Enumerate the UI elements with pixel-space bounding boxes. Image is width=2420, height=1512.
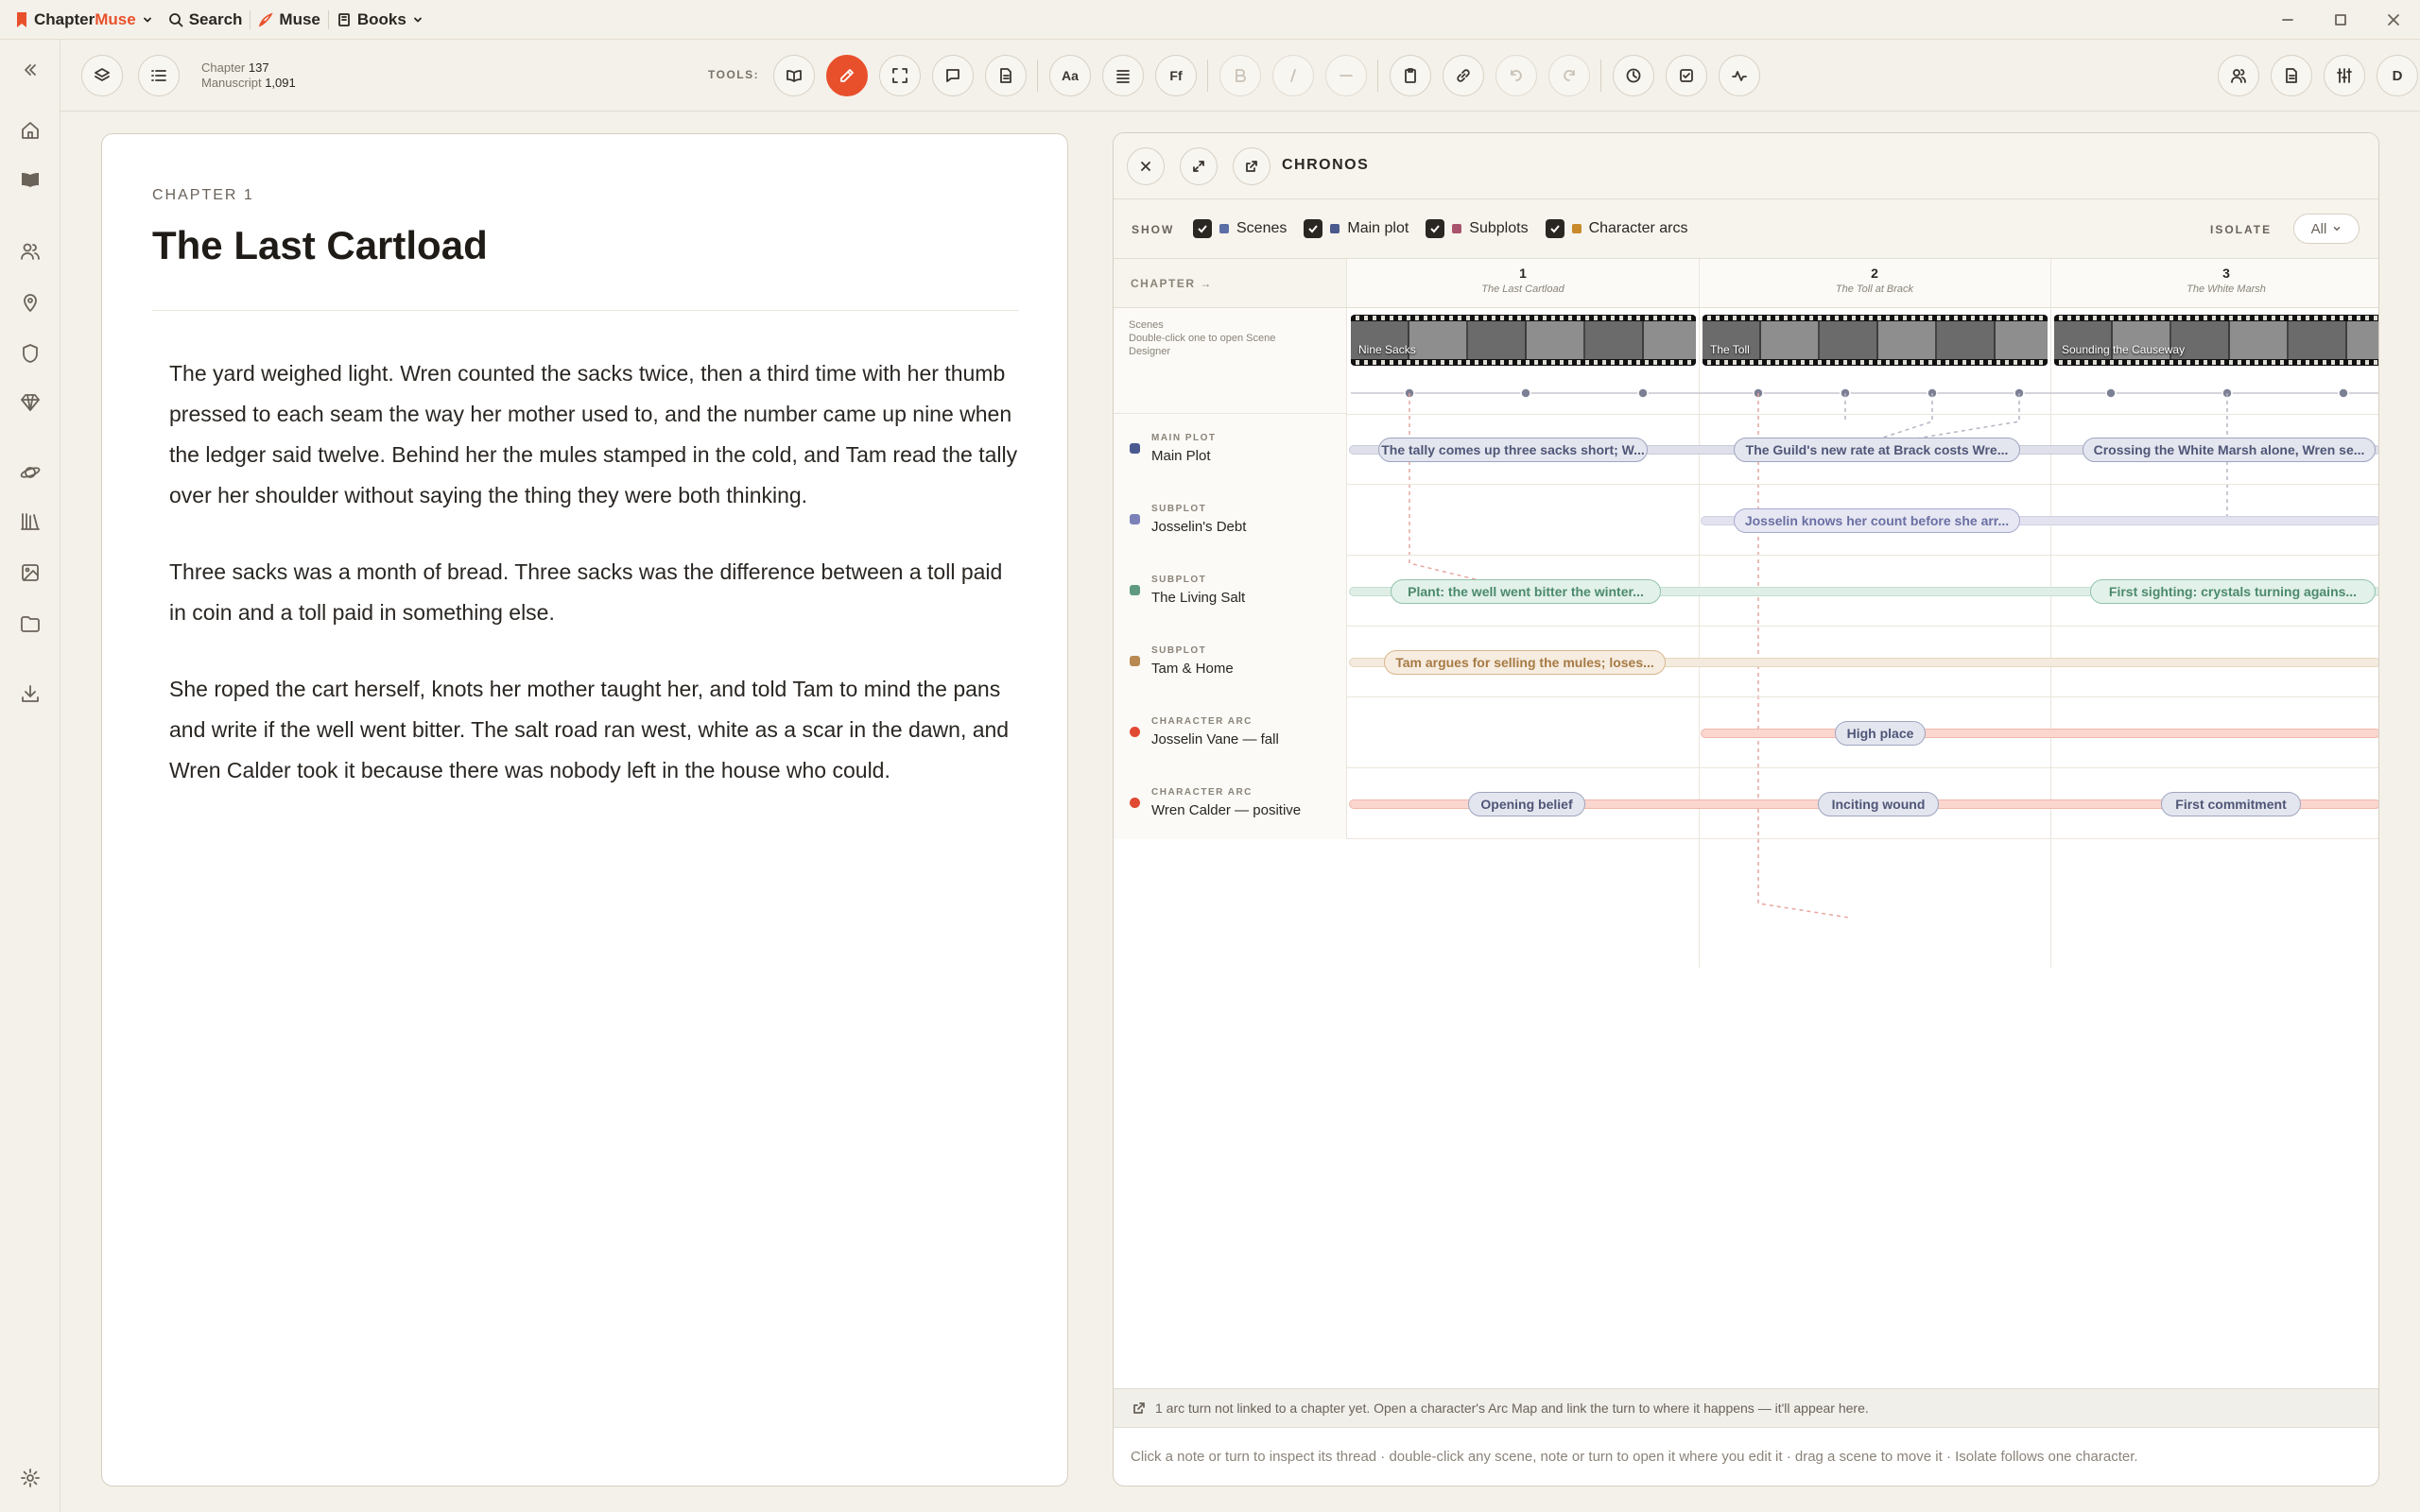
title-bar [0,0,2420,40]
lane-color-dot [1130,656,1140,666]
collapse-sidebar-button[interactable] [17,57,43,83]
arc-turn[interactable]: First commitment [2161,792,2301,816]
chapter-number: 1 [1519,266,1527,281]
close-icon [1139,160,1152,173]
chapter-number: 2 [1871,266,1878,281]
open-book-icon [20,169,41,190]
filter-character-arcs[interactable] [1546,219,1688,238]
show-label: SHOW [1132,223,1175,236]
users-icon [20,241,41,262]
strikethrough-button[interactable] [1325,55,1367,96]
manuscript-body[interactable] [169,353,1020,791]
lane-tam-home [1114,627,2379,697]
lane-living-salt [1114,556,2379,627]
chapter-title: The Last Cartload [1481,284,1564,295]
lane-label[interactable] [1114,697,1347,768]
items-nav[interactable] [17,389,43,416]
isolate-select[interactable] [2293,214,2360,244]
isolate-label: ISOLATE [2210,223,2273,236]
lane-color-dot [1130,727,1140,737]
manuscript-nav[interactable] [17,166,43,193]
check-icon [1307,223,1319,234]
counts [201,60,296,91]
books-menu[interactable] [329,0,431,40]
library-icon [20,511,41,532]
focus-mode-button[interactable] [879,55,921,96]
lane-name: Wren Calder — positive [1151,802,1302,818]
film-perforation [1351,360,1696,365]
font-button[interactable]: Aa [1049,55,1091,96]
muse-label: Muse [279,9,320,28]
bookmark-icon [15,11,28,28]
app-menu[interactable] [0,0,161,40]
help-hint: Click a note or turn to inspect its thread · double-click any scene, note or turn to open it where you edit it · drag a scene to move it · Isolate follows one character. [1131,1449,2138,1465]
close-panel-button[interactable] [1127,147,1165,185]
plot-note[interactable]: Crossing the White Marsh alone, Wren se... [2083,438,2376,462]
settings-nav[interactable] [17,1465,43,1491]
lane-label[interactable] [1114,627,1347,697]
divider [1377,60,1378,92]
filter-label: Character arcs [1588,220,1688,236]
worlds-nav[interactable] [17,459,43,486]
images-nav[interactable] [17,559,43,586]
maximize-arrows-icon [1192,160,1205,173]
lane-josselin-arc [1114,697,2379,768]
scene-strip-label: The Toll [1710,343,1750,356]
outline-button[interactable] [138,55,180,96]
lane-color-dot [1130,514,1140,524]
film-frames [1703,321,2048,359]
checkbox-icon [1678,67,1695,84]
scenes-hint: Double-click one to open Scene Designer [1129,333,1276,357]
chapter-column-2[interactable] [1699,266,2050,295]
plot-note[interactable]: Tam argues for selling the mules; loses... [1384,650,1666,675]
home-nav[interactable] [17,117,43,144]
library-nav[interactable] [17,508,43,535]
chronos-panel [1113,132,2379,1486]
lane-name: Main Plot [1151,448,1211,464]
film-perforation [1351,316,1696,320]
export-nav[interactable] [17,680,43,707]
scene-strip-label: Nine Sacks [1358,343,1416,356]
expand-panel-button[interactable] [1180,147,1218,185]
gem-icon [20,392,41,413]
chevrons-left-icon [22,61,39,78]
color-swatch [1219,224,1229,233]
paragraph[interactable]: The yard weighed light. Wren counted the sacks twice, then a third time with her thumb pressed to each seam the way her mother used to, and the number came up nine when the ledger said twelve. Behind her the mules stamped in the cold, and Tam read the tally over her shoulder without saying the thing they were both thinking. [169,361,1018,507]
lane-name: Josselin's Debt [1151,519,1247,535]
lane-color-dot [1130,585,1140,595]
checkbox[interactable] [1193,219,1212,238]
paragraph[interactable]: She roped the cart herself, knots her mother taught her, and told Tam to mind the pans and write if the well went bitter. The salt road ran west, white as a scar in the dawn, and Wren Calder took it because there was nobody left in the house who could. [169,677,1010,782]
divider [1600,60,1601,92]
lane-label[interactable] [1114,414,1347,485]
undo-button[interactable] [1495,55,1537,96]
checkbox[interactable] [1426,219,1444,238]
chapter-kicker: CHAPTER 1 [152,187,254,203]
bold-icon [1232,67,1249,84]
arc-turn[interactable]: Opening belief [1468,792,1585,816]
left-rail [0,40,60,1512]
lane-color-dot [1130,443,1140,454]
editor-page [101,133,1068,1486]
search-button[interactable] [161,0,251,40]
unlinked-notice[interactable] [1114,1388,2379,1428]
search-label: Search [188,9,243,28]
lane-label[interactable] [1114,768,1347,839]
chevron-down-icon [412,14,424,26]
lane-type: SUBPLOT [1151,504,1207,514]
tasks-button[interactable] [1666,55,1707,96]
filter-toggles [1193,219,1687,238]
chevron-down-icon [142,14,153,26]
color-swatch [1452,224,1461,233]
book-icon [337,12,352,27]
link-button[interactable] [1443,55,1484,96]
check-icon [1549,223,1561,234]
scene-strip[interactable] [2054,315,2379,366]
plot-note[interactable]: Plant: the well went bitter the winter... [1391,579,1661,604]
arc-turn[interactable]: High place [1835,721,1926,746]
write-mode-button[interactable] [826,55,868,96]
panel-title: CHRONOS [1282,157,1370,173]
plot-note[interactable]: First sighting: crystals turning agains... [2090,579,2376,604]
arc-turn[interactable]: Inciting wound [1818,792,1939,816]
pen-icon [838,67,856,84]
title-divider [152,310,1019,311]
chapter-column-1[interactable] [1347,266,1699,295]
map-pin-icon [20,292,41,313]
undo-icon [1508,67,1525,84]
italic-button[interactable] [1272,55,1314,96]
download-icon [20,683,41,704]
layers-button[interactable] [81,55,123,96]
collaborators-button[interactable] [2218,55,2259,96]
close-icon [2387,13,2400,26]
lane-name: The Living Salt [1151,590,1246,606]
lane-wren-arc [1114,768,2379,839]
clipboard-icon [1402,67,1419,84]
quill-icon [258,12,273,27]
unlinked-notice-text: 1 arc turn not linked to a chapter yet. Open a character's Arc Map and link the turn to where it happens — it'll appear here. [1155,1400,1869,1416]
lane-label[interactable] [1114,485,1347,556]
shield-icon [20,343,41,364]
planet-icon [20,462,41,483]
checkbox[interactable] [1546,219,1564,238]
popout-panel-button[interactable] [1233,147,1270,185]
app-name-accent: Muse [95,9,136,28]
lane-name: Josselin Vane — fall [1151,731,1279,747]
maximize-icon [2334,13,2347,26]
film-perforation [1703,316,2048,320]
link-icon [1455,67,1472,84]
lane-type: CHARACTER ARC [1151,787,1253,798]
lane-type: CHARACTER ARC [1151,716,1253,727]
scene-strip-label: Sounding the Causeway [2062,343,2186,356]
checkbox[interactable] [1304,219,1322,238]
activity-icon [1731,67,1748,84]
film-perforation [1703,360,2048,365]
filter-label: Subplots [1469,220,1529,236]
app-name: Chapter [34,9,95,28]
activity-button[interactable] [1719,55,1760,96]
lane-color-dot [1130,798,1140,808]
redo-button[interactable] [1548,55,1590,96]
maximize-button[interactable] [2314,0,2367,40]
color-swatch [1330,224,1340,233]
typeface-button[interactable]: Ff [1155,55,1197,96]
manuscript-count-value: 1,091 [265,76,296,90]
notes-button[interactable] [985,55,1027,96]
external-link-icon [1245,160,1258,173]
comment-icon [944,67,961,84]
redo-icon [1561,67,1578,84]
chapter-count-label: Chapter [201,60,246,75]
filter-label: Main plot [1347,220,1409,236]
lane-name: Tam & Home [1151,661,1234,677]
search-icon [168,12,183,27]
clock-icon [1625,67,1642,84]
layers-icon [94,67,111,84]
isolate-value: All [2310,220,2327,237]
toolbar [60,40,2420,112]
chapter-column-3[interactable] [2050,266,2379,295]
user-avatar[interactable]: D [2377,55,2418,96]
adjustments-button[interactable] [2324,55,2365,96]
filter-subplots[interactable] [1426,219,1528,238]
paragraph[interactable]: Three sacks was a month of bread. Three sacks was the difference between a toll paid in coin and a toll paid in something else. [169,559,1003,625]
scene-strip[interactable] [1351,315,1696,366]
sliders-icon [2336,67,2353,84]
chapter-number: 3 [2222,266,2230,281]
film-perforation [2054,360,2379,365]
lane-type: SUBPLOT [1151,575,1207,585]
plot-note[interactable]: Josselin knows her count before she arr... [1734,508,2020,533]
divider [1037,60,1038,92]
check-icon [1429,223,1441,234]
dash-icon [1338,67,1355,84]
filter-label: Scenes [1236,220,1288,236]
chapter-title[interactable]: The Last Cartload [152,223,488,267]
characters-nav[interactable] [17,238,43,265]
chapter-title: The Toll at Brack [1835,284,1914,295]
lane-main-plot [1114,414,2379,485]
lane-label[interactable] [1114,556,1347,627]
scenes-title: Scenes [1129,319,1164,331]
document-icon [997,67,1014,84]
lane-track [1701,729,2379,738]
folder-icon [20,613,41,634]
read-mode-button[interactable] [773,55,815,96]
bold-button[interactable] [1219,55,1261,96]
plot-note[interactable]: The tally comes up three sacks short; W... [1378,438,1648,462]
chapter-title: The White Marsh [2187,284,2266,295]
files-nav[interactable] [17,610,43,637]
comments-button[interactable] [932,55,974,96]
factions-nav[interactable] [17,340,43,367]
history-button[interactable] [1613,55,1654,96]
italic-icon [1285,67,1302,84]
minimize-icon [2281,13,2294,26]
muse-button[interactable] [251,0,327,40]
align-button[interactable] [1102,55,1144,96]
chapter-count-value: 137 [248,60,269,75]
scene-strip[interactable] [1703,315,2048,366]
document-panel-button[interactable] [2271,55,2312,96]
open-book-icon [786,67,803,84]
document-icon [2283,67,2300,84]
minimize-button[interactable] [2261,0,2314,40]
filter-main-plot[interactable] [1304,219,1409,238]
list-icon [150,67,167,84]
film-perforation [2054,316,2379,320]
color-swatch [1572,224,1582,233]
books-label: Books [356,9,406,28]
clipboard-button[interactable] [1390,55,1431,96]
external-link-icon [1132,1401,1146,1415]
locations-nav[interactable] [17,289,43,316]
image-icon [20,562,41,583]
tools-label: TOOLS: [708,68,760,81]
lane-josselins-debt [1114,485,2379,556]
manuscript-count-label: Manuscript [201,76,262,90]
expand-icon [891,67,908,84]
divider [1207,60,1208,92]
lane-type: SUBPLOT [1151,645,1207,656]
align-icon [1115,67,1132,84]
lane-type: MAIN PLOT [1151,433,1217,443]
home-icon [20,120,41,141]
scenes-label [1129,318,1337,358]
chevron-down-icon [2332,224,2342,233]
close-window-button[interactable] [2367,0,2420,40]
plot-note[interactable]: The Guild's new rate at Brack costs Wre... [1734,438,2020,462]
chapter-axis-label: CHAPTER → [1131,277,1213,290]
users-icon [2230,67,2247,84]
gear-icon [20,1468,41,1488]
filter-scenes[interactable] [1193,219,1287,238]
check-icon [1197,223,1208,234]
